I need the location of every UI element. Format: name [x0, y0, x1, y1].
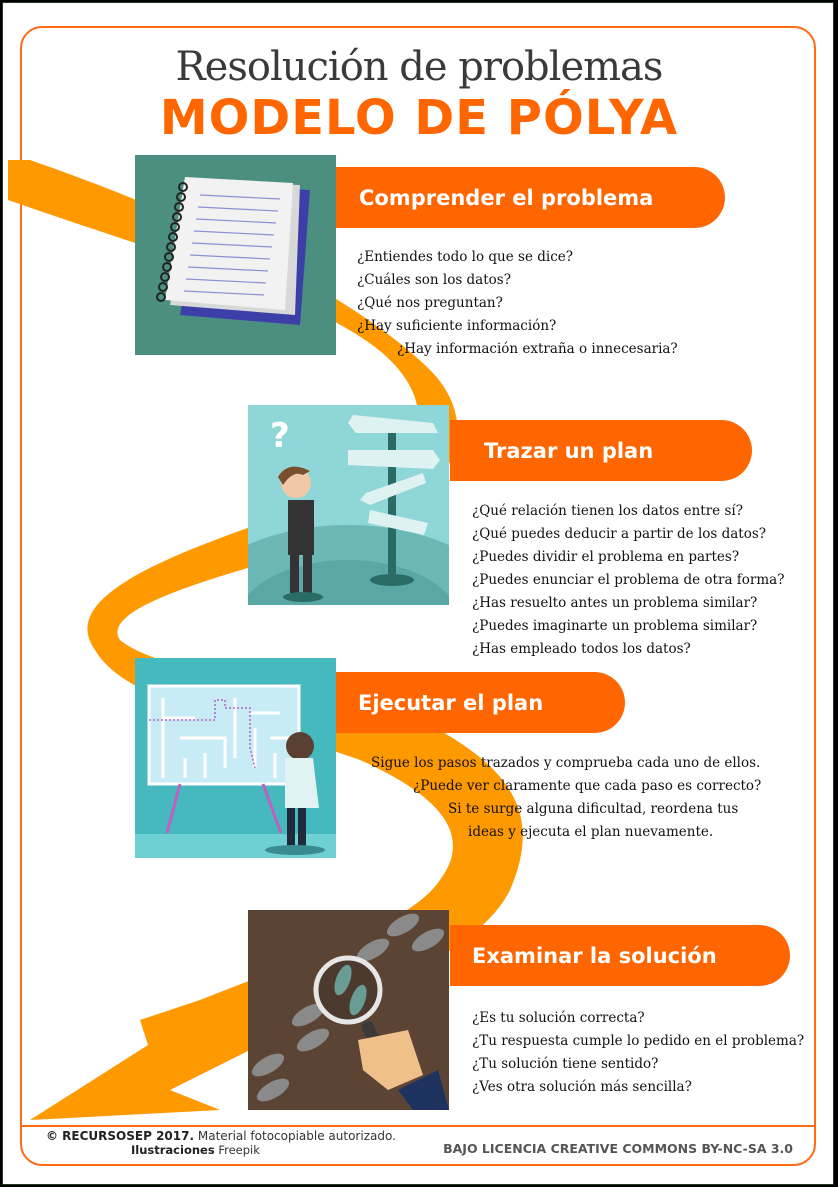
notebook-icon — [135, 155, 336, 355]
confused-man-signpost-icon — [248, 405, 449, 605]
question-item: ¿Has resuelto antes un problema similar? — [472, 595, 758, 611]
step-questions-ejecutar — [371, 752, 761, 844]
step-banner-ejecutar — [336, 672, 625, 733]
maze-board-icon — [135, 658, 336, 858]
question-item: Sigue los pasos trazados y comprueba cada uno de ellos. — [371, 755, 761, 771]
question-item: ideas y ejecuta el plan nuevamente. — [468, 824, 714, 840]
step-title: Examinar la solución — [472, 943, 717, 968]
svg-text:?: ? — [270, 416, 290, 456]
copyright-label: © RECURSOSEP 2017. — [46, 1129, 195, 1143]
question-item: ¿Qué relación tienen los datos entre sí? — [472, 503, 743, 519]
step-title: Trazar un plan — [484, 438, 654, 463]
question-item: ¿Qué nos preguntan? — [357, 295, 503, 311]
step-title: Ejecutar el plan — [358, 690, 544, 715]
question-item: ¿Entiendes todo lo que se dice? — [357, 249, 573, 265]
step-title: Comprender el problema — [359, 185, 654, 210]
step-banner-examinar — [450, 925, 790, 986]
page-subtitle: MODELO DE PÓLYA — [159, 90, 679, 146]
question-item: ¿Qué puedes deducir a partir de los datos? — [472, 526, 767, 542]
illustrations-credit: Freepik — [218, 1143, 260, 1157]
illustrations-label: Ilustraciones — [131, 1143, 215, 1157]
page-title: Resolución de problemas — [175, 44, 663, 90]
question-item: ¿Tu solución tiene sentido? — [472, 1056, 659, 1072]
question-item: ¿Ves otra solución más sencilla? — [472, 1079, 692, 1095]
step-questions-comprender — [357, 246, 678, 361]
question-item: ¿Hay información extraña o innecesaria? — [397, 341, 678, 357]
question-item: ¿Puedes dividir el problema en partes? — [472, 549, 740, 565]
question-item: ¿Puedes enunciar el problema de otra forma? — [472, 572, 785, 588]
question-item: ¿Tu respuesta cumple lo pedido en el problema? — [472, 1033, 805, 1049]
question-item: ¿Es tu solución correcta? — [472, 1010, 645, 1026]
license-text: BAJO LICENCIA CREATIVE COMMONS BY-NC-SA 3.0 — [443, 1141, 793, 1156]
step-questions-trazar — [472, 500, 784, 661]
question-item: Si te surge alguna dificultad, reordena tus — [448, 801, 739, 817]
question-item: ¿Puedes imaginarte un problema similar? — [472, 618, 758, 634]
step-questions-examinar — [472, 1007, 804, 1099]
magnifier-footprints-icon — [248, 910, 449, 1110]
step-banner-trazar — [450, 420, 752, 481]
footer-credits — [46, 1129, 396, 1157]
question-item: ¿Puede ver claramente que cada paso es correcto? — [413, 778, 762, 794]
question-item: ¿Hay suficiente información? — [357, 318, 557, 334]
question-item: ¿Has empleado todos los datos? — [472, 641, 691, 657]
step-banner-comprender — [336, 167, 725, 228]
copyright-note: Material fotocopiable autorizado. — [197, 1129, 396, 1143]
question-item: ¿Cuáles son los datos? — [357, 272, 511, 288]
